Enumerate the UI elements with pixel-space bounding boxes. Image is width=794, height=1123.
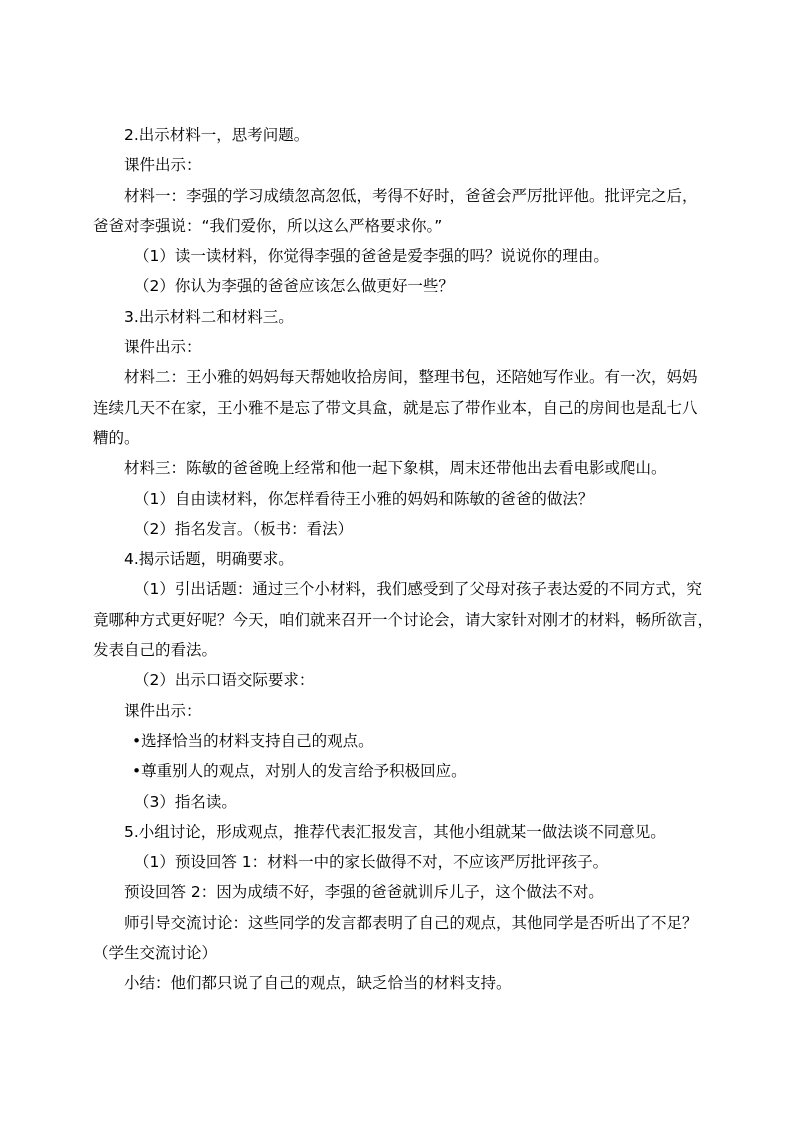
step-heading-5: 5.小组讨论，形成观点，推荐代表汇报发言，其他小组就某一做法谈不同意见。 [124,822,666,841]
summary: 小结：他们都只说了自己的观点，缺乏恰当的材料支持。 [124,974,512,993]
material-two-line-1: 材料二：王小雅的妈妈每天帮她收拾房间，整理书包，还陪她写作业。有一次，妈妈 [124,368,698,387]
material-one-line-1: 材料一：李强的学习成绩忽高忽低，考得不好时，爸爸会严厉批评他。批评完之后， [124,186,698,205]
material-three: 材料三：陈敏的爸爸晚上经常和他一起下象棋，周末还带他出去看电影或爬山。 [124,459,667,478]
material-two-line-2: 连续几天不在家，王小雅不是忘了带文具盒，就是忘了带作业本，自己的房间也是乱七八 [93,398,698,417]
question-read-freely: （1）自由读材料，你怎样看待王小雅的妈妈和陈敏的爸爸的做法？ [134,489,594,508]
step-heading-3: 3.出示材料二和材料三。 [124,307,294,326]
requirement-bullet-2: •尊重别人的观点，对别人的发言给予积极回应。 [132,762,467,781]
step-heading-2: 2.出示材料一，思考问题。 [124,126,310,144]
teacher-guide-line-2: （学生交流讨论） [93,944,218,963]
topic-intro-line-1: （1）引出话题：通过三个小材料，我们感受到了父母对孩子表达爱的不同方式，究 [134,580,702,599]
topic-intro-line-2: 竟哪种方式更好呢？今天，咱们就来召开一个讨论会，请大家针对刚才的材料，畅所欲言， [93,610,714,629]
courseware-label: 课件出示： [124,338,202,357]
question-1: （1）读一读材料，你觉得李强的爸爸是爱李强的吗？说说你的理由。 [134,247,609,266]
question-2: （2）你认为李强的爸爸应该怎么做更好一些？ [134,277,454,296]
material-two-line-3: 糟的。 [93,428,140,447]
teacher-guide-line-1: 师引导交流讨论：这些同学的发言都表明了自己的观点，其他同学是否听出了不足？ [124,913,698,932]
courseware-label: 课件出示： [124,701,202,720]
courseware-label: 课件出示： [124,156,202,175]
preset-answer-1: （1）预设回答 1：材料一中的家长做得不对，不应该严厉批评孩子。 [134,853,609,872]
read-aloud-step: （3）指名读。 [134,792,237,811]
question-speak: （2）指名发言。（板书：看法） [134,519,354,538]
topic-intro-line-3: 发表自己的看法。 [93,641,218,660]
preset-answer-2: 预设回答 2：因为成绩不好，李强的爸爸就训斥儿子，这个做法不对。 [124,883,604,902]
step-heading-4: 4.揭示话题，明确要求。 [124,550,294,569]
requirements-heading: （2）出示口语交际要求： [134,671,315,690]
requirement-bullet-1: •选择恰当的材料支持自己的观点。 [132,731,374,750]
document-body [93,120,714,999]
material-one-line-2: 爸爸对李强说：“我们爱你，所以这么严格要求你。” [93,216,443,235]
